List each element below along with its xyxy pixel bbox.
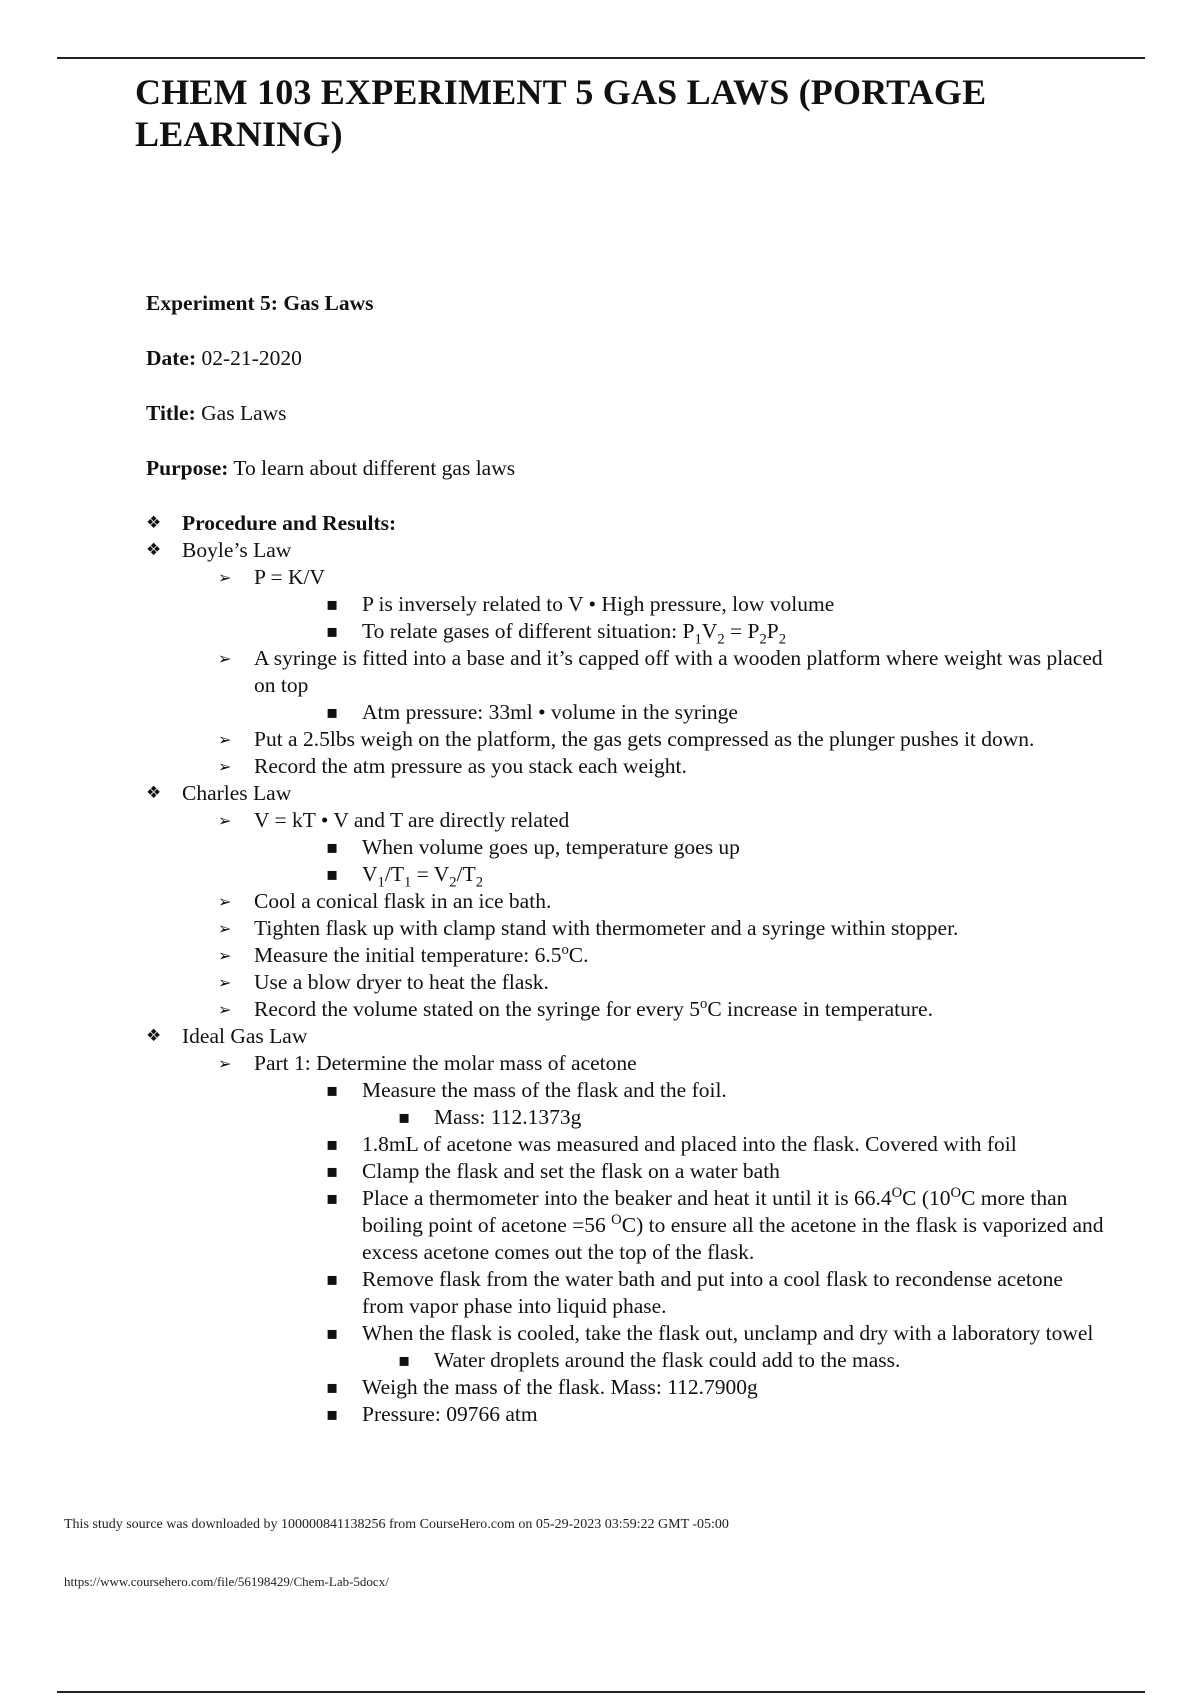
dot-bullet-icon: ▪ [326, 864, 339, 885]
diamond-bullet-icon: ❖ [146, 540, 162, 560]
list-item: ▪ Weigh the mass of the flask. Mass: 112.7900g [326, 1375, 758, 1399]
document-title: CHEM 103 EXPERIMENT 5 GAS LAWS (PORTAGE LEARNING) [135, 72, 987, 154]
document-body [146, 290, 1106, 1428]
list-item: ▪ Atm pressure: 33ml • volume in the syringe [326, 700, 738, 724]
list-item: ➢ Use a blow dryer to heat the flask. [218, 970, 549, 994]
list-item: ➢ Part 1: Determine the molar mass of acetone ▪ Measure the mass of the flask and the foil. ▪ Mass: 112.1373g ▪ 1.8mL of acetone was measured and placed into the flask. Covered with foil ▪ Clamp the flask and set the flask on a water bath ▪ Place a thermometer into the beaker and heat it until it is $66.4^OC$ ($10^OC$ more than boiling point of acetone =56 $^O$C) to ensure all the acetone in the flask is vaporized and excess acetone comes out the top of the flask. ▪ Remove flask from the water bath and put into a cool flask to recondense acetone from vapor phase into liquid phase. ▪ When the flask is cooled, take the flask out, unclamp and dry with a laboratory towel ▪ Water droplets around the flask could add to the mass. ▪ Weigh the mass of the flask. Mass: 112.7900g ▪ Pressure: 09766 atm [182, 1050, 1106, 1428]
purpose-value: To learn about different gas laws [233, 456, 516, 480]
bottom-rule [57, 1691, 1145, 1693]
title-field [146, 400, 1106, 427]
dot-bullet-icon: ▪ [326, 594, 339, 615]
list-item: ➢ A syringe is fitted into a base and it’s capped off with a wooden platform where weight was placed on top ▪ Atm pressure: 33ml • volume in the syringe [182, 645, 1106, 726]
dot-bullet-icon: ▪ [326, 1188, 339, 1209]
diamond-bullet-icon: ❖ [146, 513, 162, 533]
arrow-bullet-icon: ➢ [218, 946, 232, 965]
list-item: ▪ Pressure: 09766 atm [326, 1402, 538, 1426]
list-item: ▪ Water droplets around the flask could add to the mass. [398, 1348, 901, 1372]
dot-bullet-icon: ▪ [398, 1350, 411, 1371]
dot-bullet-icon: ▪ [326, 1323, 339, 1344]
date-value: 02-21-2020 [201, 346, 302, 370]
list-item: ▪ P is inversely related to V • High pressure, low volume [326, 592, 835, 616]
dot-bullet-icon: ▪ [326, 837, 339, 858]
arrow-bullet-icon: ➢ [218, 1054, 232, 1073]
dot-bullet-icon: ▪ [326, 1269, 339, 1290]
list-item: ▪ Place a thermometer into the beaker and heat it until it is $66.4^OC$ ($10^OC$ more than boiling point of acetone =56 $^O$C) to ensure all the acetone in the flask is vaporized and excess acetone comes out the top of the flask. [326, 1184, 1104, 1264]
list-item: ➢ Measure the initial temperature: 6.5$^o$C. [218, 941, 589, 967]
arrow-bullet-icon: ➢ [218, 757, 232, 776]
procedure-list [146, 510, 1106, 1428]
arrow-bullet-icon: ➢ [218, 568, 232, 587]
date-field [146, 345, 1106, 372]
dot-bullet-icon: ▪ [326, 1377, 339, 1398]
list-item: ▪ Measure the mass of the flask and the foil. ▪ Mass: 112.1373g [254, 1077, 1106, 1131]
list-item: ➢ Record the atm pressure as you stack each weight. [218, 754, 687, 778]
title-label: Title: [146, 401, 196, 425]
purpose-field [146, 455, 1106, 482]
date-label: Date: [146, 346, 197, 370]
arrow-bullet-icon: ➢ [218, 919, 232, 938]
dot-bullet-icon: ▪ [326, 1161, 339, 1182]
list-item: ➢ P = K/V ▪ P is inversely related to V • High pressure, low volume ▪ To relate gases of different situation: $P_1V_2 = P_2P_2$ [182, 564, 1106, 645]
boyle-equation: $P_1V_2 = P_2P_2$ [682, 619, 787, 648]
list-item: ❖ Ideal Gas Law ➢ Part 1: Determine the molar mass of acetone ▪ Measure the mass of the flask and the foil. ▪ Mass: 112.1373g ▪ 1.8mL of acetone was measured and placed into the flask. Covered with foil ▪ Clamp the flask and set the flask on a water bath ▪ Place a thermometer into the beaker and heat it until it is $66.4^OC$ ($10^OC$ more than boiling point of acetone =56 $^O$C) to ensure all the acetone in the flask is vaporized and excess acetone comes out the top of the flask. ▪ Remove flask from the water bath and put into a cool flask to recondense acetone from vapor phase into liquid phase. ▪ When the flask is cooled, take the flask out, unclamp and dry with a laboratory towel ▪ Water droplets around the flask could add to the mass. ▪ Weigh the mass of the flask. Mass: 112.7900g ▪ Pressure: 09766 atm [146, 1023, 1106, 1428]
title-value: Gas Laws [201, 401, 287, 425]
list-item [254, 861, 1106, 891]
list-item: ▪ Clamp the flask and set the flask on a water bath [326, 1159, 780, 1183]
arrow-bullet-icon: ➢ [218, 1000, 232, 1019]
top-rule [57, 57, 1145, 59]
list-item: ➢ Put a 2.5lbs weigh on the platform, the gas gets compressed as the plunger pushes it down. [218, 727, 1035, 751]
diamond-bullet-icon: ❖ [146, 1026, 162, 1046]
purpose-label: Purpose: [146, 456, 229, 480]
arrow-bullet-icon: ➢ [218, 892, 232, 911]
list-item: ➢ Cool a conical flask in an ice bath. [218, 889, 552, 913]
arrow-bullet-icon: ➢ [218, 811, 232, 830]
list-item: ▪ Remove flask from the water bath and put into a cool flask to recondense acetone from vapor phase into liquid phase. [326, 1267, 1063, 1318]
list-item: ▪ 1.8mL of acetone was measured and placed into the flask. Covered with foil [326, 1132, 1017, 1156]
list-item: ▪ To relate gases of different situation: $P_1V_2 = P_2P_2$ [326, 619, 787, 648]
list-item: ❖ Boyle’s Law ➢ P = K/V ▪ P is inversely related to V • High pressure, low volume ▪ To relate gases of different situation: $P_1V_2 = P_2P_2$ ➢ A syringe is fitted into a base and it’s capped off with a wooden platform where weight was placed on top ▪ Atm pressure: 33ml • volume in the syringe ➢ Put a 2.5lbs weigh on the platform, the gas gets compressed as the plunger pushes it down. ➢ Record the atm pressure as you stack each weight. [146, 537, 1106, 780]
charles-equation: $V_1/T_1 = V_2/T_2$ [362, 862, 484, 891]
dot-bullet-icon: ▪ [326, 1404, 339, 1425]
arrow-bullet-icon: ➢ [218, 730, 232, 749]
list-item: ❖ Charles Law ➢ V = kT • V and T are directly related ▪ When volume goes up, temperature goes up ▪ $V_1/T_1 = V_2/T_2$ ➢ Cool a conical flask in an ice bath. ➢ Tighten flask up with clamp stand with thermometer and a syringe within stopper. ➢ Measure the initial temperature: 6.5$^o$C. ➢ Use a blow dryer to heat the flask. ➢ Record the volume stated on the syringe for every 5$^o$C increase in temperature. [146, 780, 1106, 1023]
list-item: ▪ When volume goes up, temperature goes up [326, 835, 740, 859]
list-item: ▪ When the flask is cooled, take the flask out, unclamp and dry with a laboratory towel ▪ Water droplets around the flask could add to the mass. [254, 1320, 1106, 1374]
dot-bullet-icon: ▪ [326, 1134, 339, 1155]
list-item: ➢ Record the volume stated on the syringe for every 5$^o$C increase in temperature. [218, 995, 933, 1021]
dot-bullet-icon: ▪ [398, 1107, 411, 1128]
diamond-bullet-icon: ❖ [146, 783, 162, 803]
list-item: ❖ Procedure and Results: [146, 511, 397, 535]
list-item: ▪ Mass: 112.1373g [398, 1105, 582, 1129]
list-item: ➢ V = kT • V and T are directly related ▪ When volume goes up, temperature goes up ▪ $V_1/T_1 = V_2/T_2$ [182, 807, 1106, 888]
experiment-heading: Experiment 5: Gas Laws [146, 291, 374, 315]
list-item: ➢ Tighten flask up with clamp stand with thermometer and a syringe within stopper. [218, 916, 959, 940]
source-url-link[interactable]: https://www.coursehero.com/file/56198429/Chem-Lab-5docx/ [64, 1574, 389, 1589]
download-notice: This study source was downloaded by 100000841138256 from CourseHero.com on 05-29-2023 03:59:22 GMT -05:00 [64, 1517, 729, 1532]
dot-bullet-icon: ▪ [326, 621, 339, 642]
arrow-bullet-icon: ➢ [218, 973, 232, 992]
dot-bullet-icon: ▪ [326, 1080, 339, 1101]
dot-bullet-icon: ▪ [326, 702, 339, 723]
arrow-bullet-icon: ➢ [218, 649, 232, 668]
